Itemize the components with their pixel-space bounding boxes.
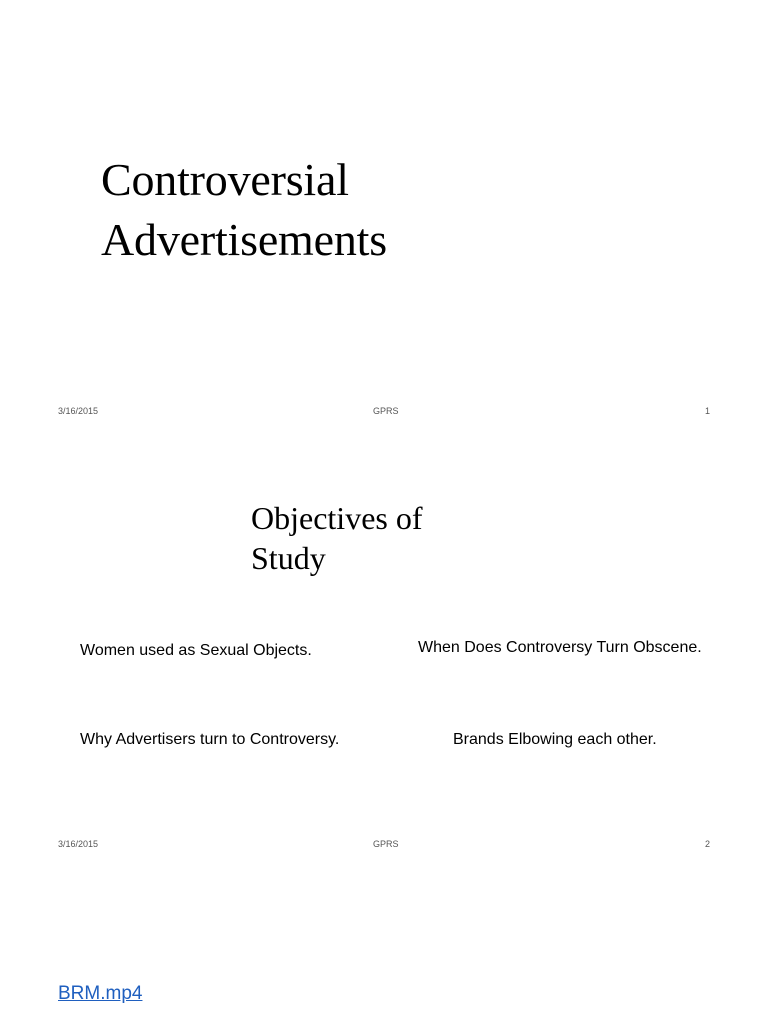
objective-controversy-obscene: When Does Controversy Turn Obscene. [418, 639, 702, 656]
slide1-title-line2: Advertisements [101, 214, 387, 265]
slide2-title-line1: Objectives of [251, 500, 423, 536]
objective-brands-elbowing: Brands Elbowing each other. [453, 731, 657, 748]
video-file-link[interactable]: BRM.mp4 [58, 983, 143, 1004]
objective-advertisers-controversy: Why Advertisers turn to Controversy. [80, 731, 340, 748]
slide2-footer-date: 3/16/2015 [58, 839, 99, 849]
slide1-title [101, 150, 387, 270]
slide2-footer-page: 2 [705, 839, 711, 849]
slide2-footer-center: GPRS [373, 839, 399, 849]
slide1-footer-center: GPRS [373, 406, 399, 416]
slide1-title-line1: Controversial [101, 154, 349, 205]
objective-women-objects: Women used as Sexual Objects. [80, 642, 312, 659]
slide1-footer-page: 1 [705, 406, 711, 416]
slide1-footer-date: 3/16/2015 [58, 406, 99, 416]
slide2-title [251, 498, 423, 578]
slide2-title-line2: Study [251, 540, 326, 576]
